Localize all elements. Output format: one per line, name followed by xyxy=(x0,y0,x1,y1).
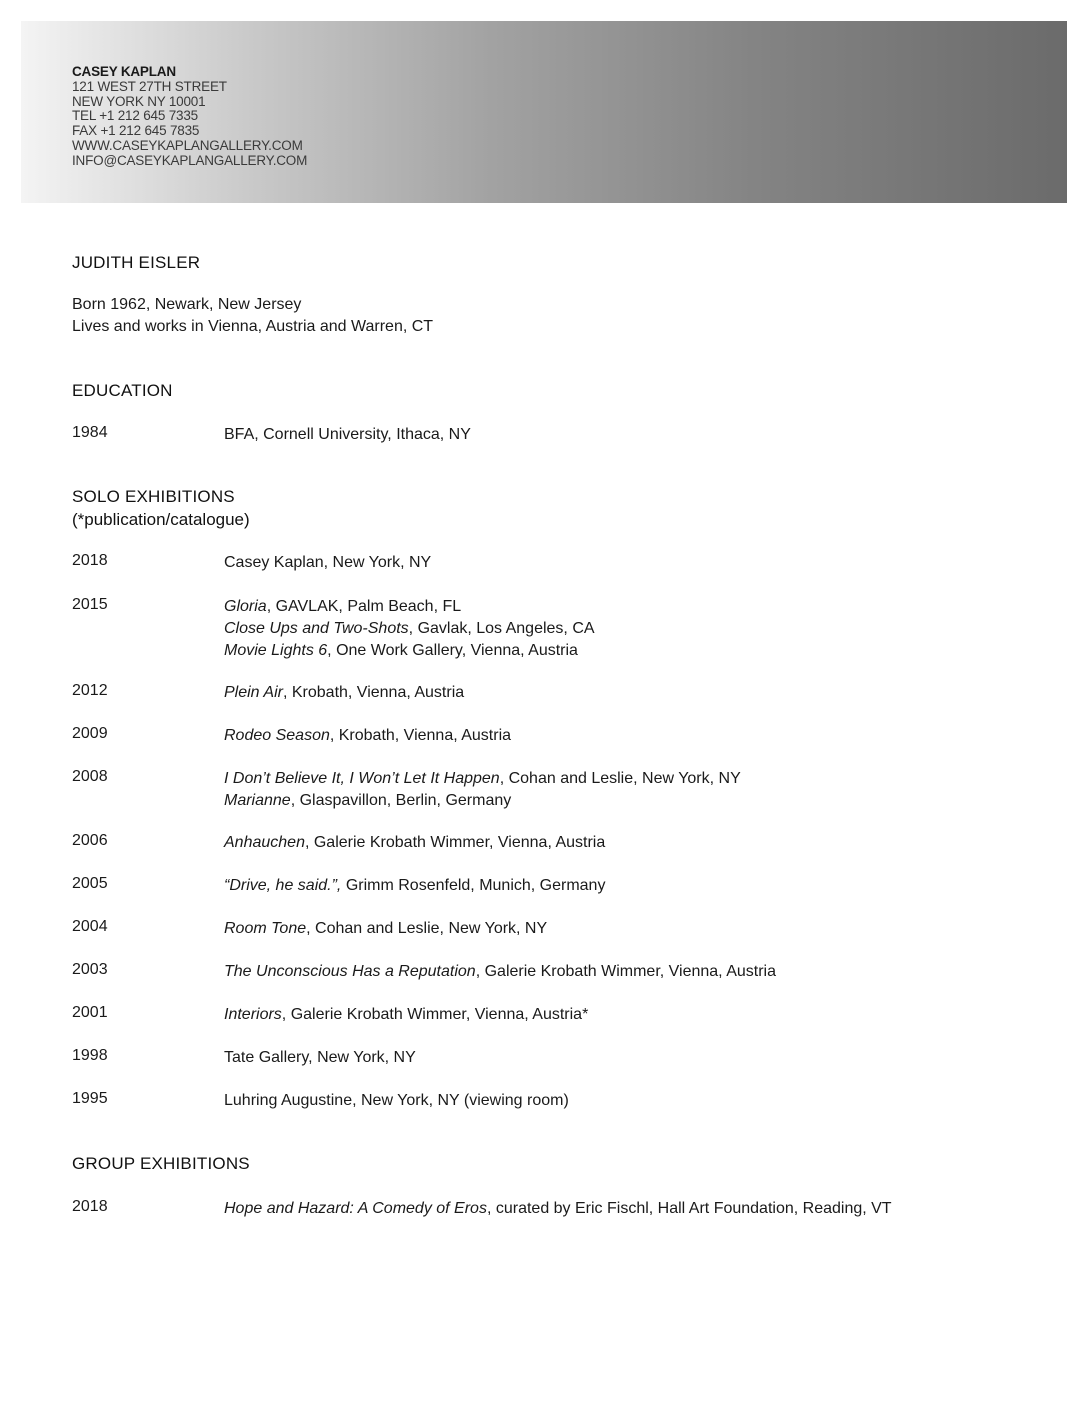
exhibition-details: , Cohan and Leslie, New York, NY xyxy=(306,920,548,937)
exhibition-entry xyxy=(224,640,595,662)
exhibition-entry xyxy=(224,725,511,747)
row-entries xyxy=(224,768,741,812)
row-year: 2006 xyxy=(72,832,108,849)
row-year: 2005 xyxy=(72,875,108,892)
exhibition-entry xyxy=(224,1004,588,1026)
row-entries xyxy=(224,725,511,747)
row-year: 2004 xyxy=(72,918,108,935)
exhibition-details: Casey Kaplan, New York, NY xyxy=(224,554,432,571)
group-exhibitions-heading: GROUP EXHIBITIONS xyxy=(72,1154,250,1173)
artist-lives: Lives and works in Vienna, Austria and Warren, CT xyxy=(72,318,434,335)
artist-name: JUDITH EISLER xyxy=(72,253,201,272)
gallery-name: CASEY KAPLAN xyxy=(72,64,176,79)
exhibition-title: The Unconscious Has a Reputation xyxy=(224,963,476,980)
exhibition-title: Close Ups and Two-Shots xyxy=(224,620,409,637)
row-entries xyxy=(224,552,431,574)
row-entries xyxy=(224,1004,588,1026)
exhibition-details: Grimm Rosenfeld, Munich, Germany xyxy=(341,877,606,894)
exhibition-entry xyxy=(224,918,547,940)
exhibition-details: , Glaspavillon, Berlin, Germany xyxy=(290,792,512,809)
row-year: 1995 xyxy=(72,1090,108,1107)
gallery-contact-block xyxy=(72,65,307,169)
row-entries xyxy=(224,1090,569,1112)
exhibition-title: I Don’t Believe It, I Won’t Let It Happen xyxy=(224,770,500,787)
exhibition-title: Marianne xyxy=(224,792,291,809)
gallery-website: WWW.CASEYKAPLANGALLERY.COM xyxy=(72,137,303,153)
exhibition-entry xyxy=(224,768,741,790)
exhibition-details: , GAVLAK, Palm Beach, FL xyxy=(266,598,462,615)
row-year: 2001 xyxy=(72,1004,108,1021)
exhibition-title: Anhauchen xyxy=(224,834,305,851)
row-entries xyxy=(224,875,605,897)
education-heading: EDUCATION xyxy=(72,381,173,400)
gallery-street: 121 WEST 27TH STREET xyxy=(72,78,227,94)
exhibition-details: , Krobath, Vienna, Austria xyxy=(282,684,465,701)
row-year: 1984 xyxy=(72,424,108,441)
exhibition-title: Hope and Hazard: A Comedy of Eros xyxy=(224,1200,487,1217)
exhibition-details: , Krobath, Vienna, Austria xyxy=(329,727,512,744)
exhibition-title: Plein Air xyxy=(224,684,283,701)
exhibition-entry xyxy=(224,1047,416,1069)
row-year: 2018 xyxy=(72,1198,108,1215)
exhibition-details: , Gavlak, Los Angeles, CA xyxy=(408,620,595,637)
gallery-fax: FAX +1 212 645 7835 xyxy=(72,123,200,139)
exhibition-title: Room Tone xyxy=(224,920,307,937)
solo-exhibitions-subheading: (*publication/catalogue) xyxy=(72,510,250,529)
gallery-email: INFO@CASEYKAPLANGALLERY.COM xyxy=(72,152,308,168)
exhibition-details: , Galerie Krobath Wimmer, Vienna, Austria* xyxy=(281,1006,589,1023)
exhibition-details: , curated by Eric Fischl, Hall Art Foundation, Reading, VT xyxy=(486,1200,892,1217)
row-year: 2003 xyxy=(72,961,108,978)
row-year: 2009 xyxy=(72,725,108,742)
exhibition-entry xyxy=(224,552,431,574)
row-year: 1998 xyxy=(72,1047,108,1064)
exhibition-entry xyxy=(224,790,741,812)
exhibition-entry xyxy=(224,424,471,446)
exhibition-entry xyxy=(224,961,776,983)
gallery-header-band xyxy=(21,21,1067,203)
row-year: 2015 xyxy=(72,596,108,613)
exhibition-entry xyxy=(224,596,595,618)
exhibition-entry xyxy=(224,682,464,704)
exhibition-title: Rodeo Season xyxy=(224,727,330,744)
row-entries xyxy=(224,1047,416,1069)
row-entries xyxy=(224,832,605,854)
exhibition-details: , Galerie Krobath Wimmer, Vienna, Austria xyxy=(475,963,776,980)
row-entries xyxy=(224,596,595,662)
gallery-city: NEW YORK NY 10001 xyxy=(72,93,206,109)
exhibition-details: , One Work Gallery, Vienna, Austria xyxy=(327,642,578,659)
exhibition-entry xyxy=(224,1198,892,1220)
exhibition-title: Gloria xyxy=(224,598,267,615)
row-year: 2008 xyxy=(72,768,108,785)
row-entries xyxy=(224,1198,892,1220)
exhibition-entry xyxy=(224,618,595,640)
exhibition-details: , Galerie Krobath Wimmer, Vienna, Austria xyxy=(304,834,606,851)
exhibition-details: Luhring Augustine, New York, NY (viewing room) xyxy=(224,1092,569,1109)
row-year: 2012 xyxy=(72,682,108,699)
gallery-tel: TEL +1 212 645 7335 xyxy=(72,108,198,124)
exhibition-entry xyxy=(224,875,605,897)
row-entries xyxy=(224,961,776,983)
exhibition-entry xyxy=(224,832,605,854)
exhibition-details: BFA, Cornell University, Ithaca, NY xyxy=(224,426,471,443)
artist-born: Born 1962, Newark, New Jersey xyxy=(72,296,302,313)
row-year: 2018 xyxy=(72,552,108,569)
exhibition-entry xyxy=(224,1090,569,1112)
row-entries xyxy=(224,682,464,704)
exhibition-details: Tate Gallery, New York, NY xyxy=(224,1049,416,1066)
row-entries xyxy=(224,918,547,940)
exhibition-title: Movie Lights 6 xyxy=(224,642,328,659)
exhibition-title: “Drive, he said.”, xyxy=(224,877,342,894)
exhibition-title: Interiors xyxy=(224,1006,282,1023)
row-entries xyxy=(224,424,471,446)
exhibition-details: , Cohan and Leslie, New York, NY xyxy=(499,770,741,787)
solo-exhibitions-heading: SOLO EXHIBITIONS xyxy=(72,487,235,506)
